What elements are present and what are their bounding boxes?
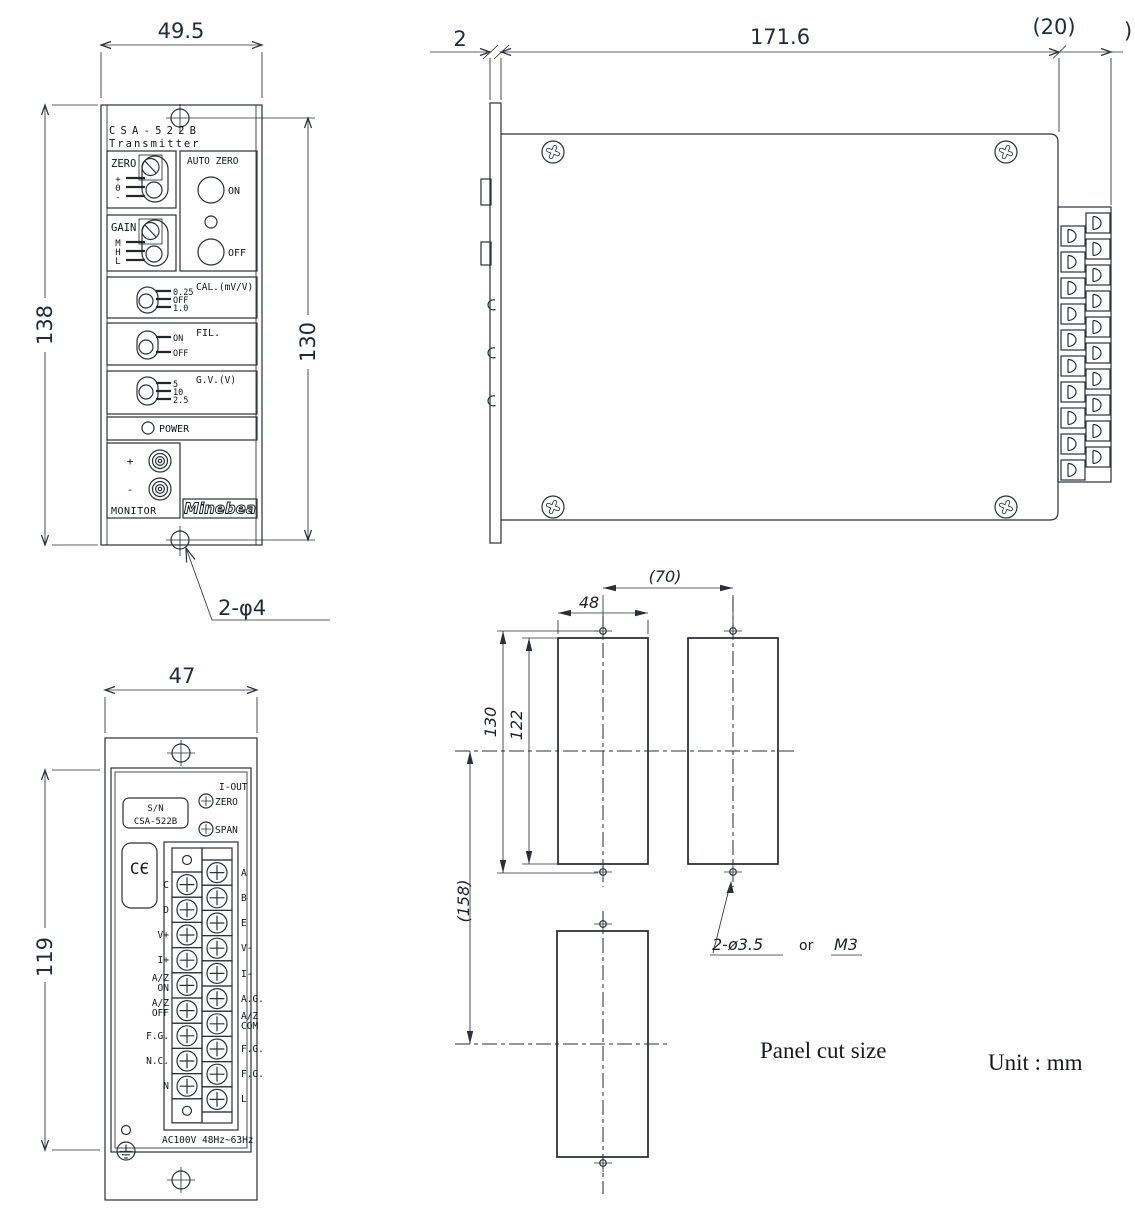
terminal-label: D	[163, 905, 169, 916]
svg-text:(70): (70)	[648, 567, 682, 586]
svg-text:(158): (158)	[454, 879, 473, 923]
power-indicator-row	[107, 417, 257, 440]
terminal-label: A/Z	[151, 998, 169, 1009]
svg-text:M3: M3	[834, 935, 858, 954]
cropped-edge-mark: )	[1124, 19, 1133, 43]
auto-zero-label: AUTO ZERO	[187, 156, 239, 167]
terminal-label: OFF	[151, 1008, 169, 1019]
svg-text:130: 130	[481, 706, 500, 738]
svg-text:SPAN: SPAN	[215, 825, 238, 836]
monitor-plus-jack	[149, 450, 171, 472]
svg-text:2-ø3.5: 2-ø3.5	[712, 935, 764, 954]
gain-label: GAIN	[111, 222, 137, 234]
power-label: POWER	[159, 424, 190, 435]
svg-text:130: 130	[296, 321, 320, 363]
terminal-label: F.G.	[241, 1044, 264, 1055]
svg-text:OFF: OFF	[173, 296, 189, 306]
terminal-label: ON	[157, 983, 169, 994]
svg-text:H: H	[115, 248, 121, 258]
terminal-label: E	[241, 918, 247, 929]
svg-text:10: 10	[173, 388, 184, 398]
terminal-label: C	[163, 880, 169, 891]
terminal-label: F.G.	[241, 1069, 264, 1080]
rear-indicator-hole	[122, 1126, 131, 1135]
rear-bottom-mounting-hole	[167, 1167, 195, 1193]
terminal-label: B	[241, 893, 247, 904]
mounting-hole-marker	[594, 863, 612, 881]
terminal-label: A	[241, 868, 247, 879]
svg-text:48: 48	[578, 593, 600, 612]
svg-text:ZERO: ZERO	[215, 797, 238, 808]
power-led	[142, 422, 154, 434]
zero-knob	[146, 182, 162, 198]
dim-horizontal-pitch	[603, 567, 733, 624]
auto-zero-block	[180, 151, 257, 271]
fil-label: FIL.	[196, 328, 221, 339]
dim-rear-height	[33, 770, 100, 1150]
svg-text:OFF: OFF	[228, 248, 247, 259]
side-screw-top-right	[995, 141, 1017, 163]
side-screw-top-left	[542, 141, 564, 163]
svg-text:171.6: 171.6	[749, 25, 811, 49]
rear-top-mounting-hole	[167, 740, 195, 766]
cal-label: CAL.(mV/V)	[196, 282, 254, 293]
svg-text:ON: ON	[228, 186, 241, 197]
svg-text:5: 5	[173, 380, 179, 390]
gain-knob	[146, 246, 162, 262]
serial-number-plate	[123, 798, 188, 828]
side-body-outline	[501, 134, 1058, 520]
svg-text:L: L	[115, 257, 121, 267]
front-flange-outline	[101, 105, 262, 545]
svg-text:CSA-522B: CSA-522B	[133, 817, 178, 827]
svg-text:2: 2	[453, 27, 467, 51]
dim-panel-thickness	[430, 27, 511, 100]
ce-mark-plate	[122, 843, 157, 908]
zero-switch-block	[107, 151, 176, 208]
svg-text:49.5: 49.5	[157, 19, 205, 43]
monitor-block	[107, 443, 180, 518]
auto-zero-off-button	[198, 239, 224, 265]
rear-panel-view	[33, 664, 264, 1200]
cal-switch-block	[107, 277, 257, 318]
dim-front-hole-pitch	[296, 118, 320, 540]
dim-vertical-pitch	[454, 751, 473, 1044]
terminal-label: I-	[241, 969, 253, 980]
gv-label: G.V.(V)	[196, 375, 237, 386]
side-screw-bottom-right	[995, 496, 1017, 518]
terminal-label: V-	[241, 943, 253, 954]
terminal-label: I+	[157, 955, 169, 966]
dim-front-height	[33, 105, 98, 545]
panel-cut-caption: Panel cut size	[760, 1038, 887, 1063]
front-hole-callout	[186, 548, 330, 620]
terminal-label: N.C.	[146, 1056, 169, 1067]
power-rating-label: AC100V 48Hz~63Hz	[162, 1135, 254, 1146]
svg-text:S/N: S/N	[147, 804, 164, 814]
captions	[760, 1038, 1083, 1075]
svg-text:0.25: 0.25	[173, 288, 194, 298]
terminal-label: A/Z	[241, 1011, 259, 1022]
svg-text:47: 47	[168, 664, 196, 688]
cut-hole-callout	[710, 881, 862, 955]
terminal-label: N	[163, 1081, 169, 1092]
svg-text:(20): (20)	[1032, 15, 1076, 39]
side-view	[430, 15, 1132, 543]
svg-text:ON: ON	[173, 334, 184, 344]
terminal-label: A/Z	[151, 973, 169, 984]
svg-text:119: 119	[33, 936, 57, 978]
side-screw-bottom-left	[542, 496, 564, 518]
auto-zero-indicator	[205, 216, 217, 228]
svg-text:-: -	[115, 193, 121, 203]
terminal-label: F.G.	[146, 1031, 169, 1042]
ce-mark: CЄ	[129, 859, 150, 878]
svg-text:or: or	[799, 938, 814, 954]
dim-front-width	[101, 19, 262, 98]
gv-switch-block	[107, 371, 257, 414]
svg-text:OFF: OFF	[173, 349, 189, 359]
front-model-label: CSA-522B	[109, 125, 202, 137]
rear-terminal-block	[146, 842, 264, 1130]
svg-text:2-φ4: 2-φ4	[218, 596, 267, 620]
svg-text:2.5: 2.5	[173, 396, 189, 406]
dim-rear-width	[105, 664, 257, 733]
front-subtitle-label: Transmitter	[109, 138, 201, 150]
brand-logo: Minebea	[184, 499, 256, 518]
monitor-label: MONITOR	[111, 506, 157, 517]
terminal-label: L	[241, 1094, 247, 1105]
brand-logo-block	[183, 499, 257, 518]
auto-zero-on-button	[198, 177, 224, 203]
svg-text:0: 0	[115, 184, 121, 194]
dim-terminal-depth	[1032, 15, 1132, 205]
side-terminal-block	[1058, 207, 1111, 482]
dim-vertical-hole-pitch	[481, 631, 598, 873]
svg-text:1.0: 1.0	[173, 304, 189, 314]
mounting-hole-marker	[724, 863, 742, 881]
terminal-label: A.G.	[241, 994, 264, 1005]
svg-text:122: 122	[507, 709, 526, 741]
dim-depth	[501, 25, 1059, 132]
panel-cut-drawing	[454, 567, 862, 1194]
svg-text:+: +	[115, 175, 121, 185]
front-panel-view	[33, 19, 330, 620]
unit-caption: Unit : mm	[988, 1050, 1083, 1075]
svg-text:+: +	[126, 455, 134, 468]
zero-label: ZERO	[111, 158, 137, 170]
iout-label: I-OUT	[219, 782, 248, 793]
svg-text:138: 138	[33, 304, 57, 346]
side-front-plate	[490, 103, 501, 543]
zero-trimmer	[199, 794, 238, 808]
svg-text:-: -	[126, 483, 134, 496]
svg-text:M: M	[115, 239, 121, 249]
terminal-label: V+	[157, 930, 169, 941]
filter-switch-block	[107, 323, 257, 365]
span-trimmer	[199, 822, 238, 836]
gain-switch-block	[107, 215, 176, 271]
ground-terminal	[117, 1142, 135, 1160]
monitor-minus-jack	[149, 478, 171, 500]
terminal-label: COM	[241, 1021, 259, 1032]
